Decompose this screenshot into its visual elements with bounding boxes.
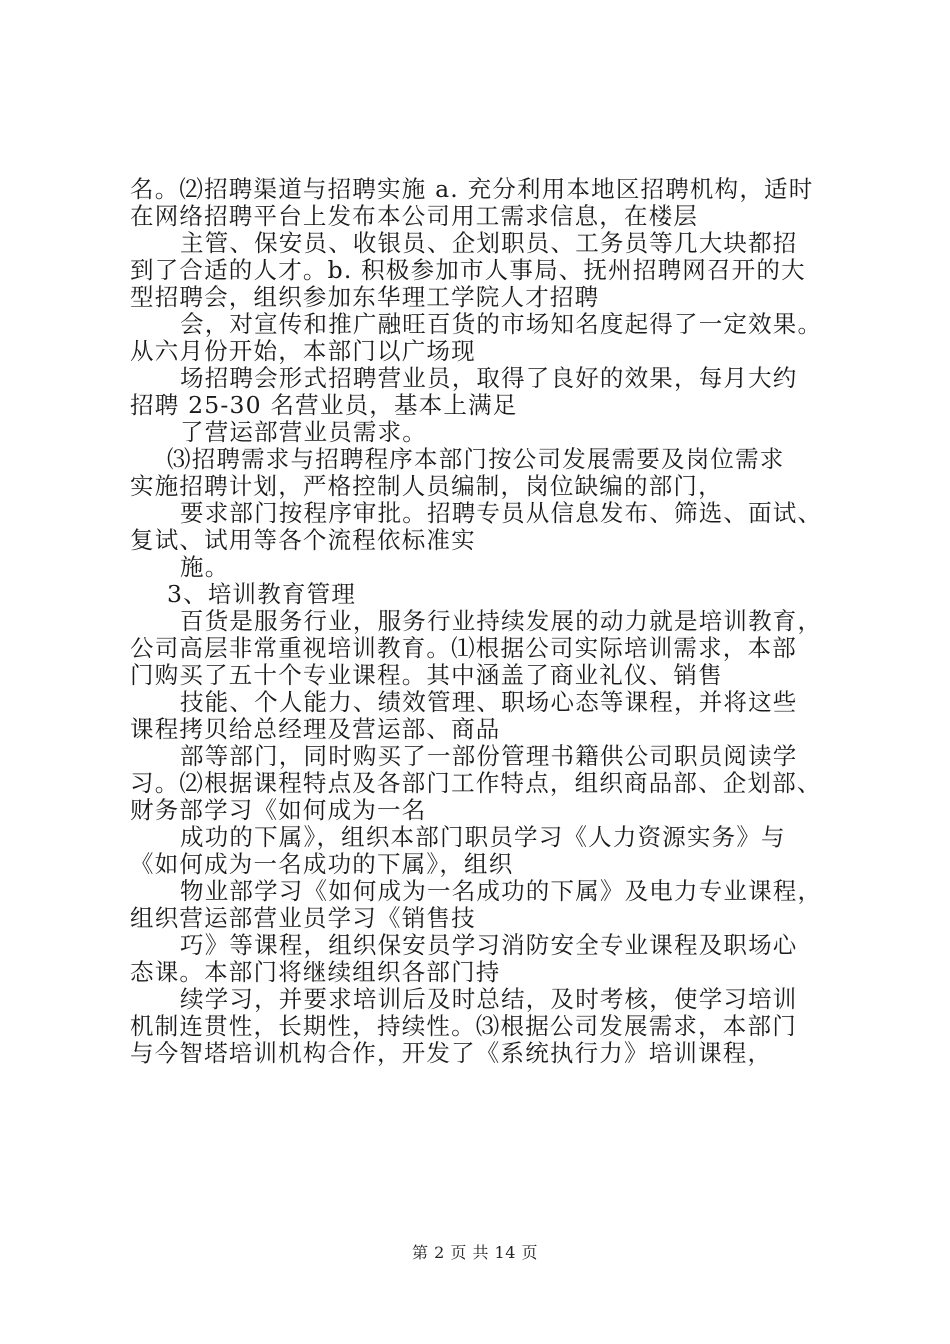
text-line: 施。 <box>180 553 230 581</box>
text-line: 型招聘会，组织参加东华理工学院人才招聘 <box>130 283 600 311</box>
text-line: 组织营运部营业员学习《销售技 <box>130 904 476 932</box>
text-line: 部等部门，同时购买了一部份管理书籍供公司职员阅读学 <box>180 742 798 770</box>
text-line: 态课。本部门将继续组织各部门持 <box>130 958 501 986</box>
text-line: 门购买了五十个专业课程。其中涵盖了商业礼仪、销售 <box>130 661 723 689</box>
text-line: 习。⑵根据课程特点及各部门工作特点，组织商品部、企划部、 <box>130 769 822 797</box>
text-line: 会，对宣传和推广融旺百货的市场知名度起得了一定效果。 <box>180 310 823 338</box>
text-line: 百货是服务行业，服务行业持续发展的动力就是培训教育， <box>180 607 823 635</box>
text-line: 公司高层非常重视培训教育。⑴根据公司实际培训需求，本部 <box>130 634 797 662</box>
body-text <box>130 176 830 1067</box>
text-line: 财务部学习《如何成为一名 <box>130 796 427 824</box>
text-line: 主管、保安员、收银员、企划职员、工务员等几大块都招 <box>180 229 798 257</box>
text-line: 续学习，并要求培训后及时总结，及时考核，使学习培训 <box>180 985 798 1013</box>
text-line: 从六月份开始，本部门以广场现 <box>130 337 476 365</box>
page-number-footer: 第 2 页 共 14 页 <box>412 1243 538 1262</box>
text-line: 复试、试用等各个流程依标准实 <box>130 526 476 554</box>
text-line: 名。⑵招聘渠道与招聘实施 a. 充分利用本地区招聘机构，适时 <box>130 175 814 203</box>
text-line: 技能、个人能力、绩效管理、职场心态等课程，并将这些 <box>180 688 798 716</box>
text-line: 要求部门按程序审批。招聘专员从信息发布、筛选、面试、 <box>180 499 823 527</box>
text-line: 到了合适的人才。b. 积极参加市人事局、抚州招聘网召开的大 <box>130 256 806 284</box>
text-line: 在网络招聘平台上发布本公司用工需求信息，在楼层 <box>130 202 699 230</box>
text-line: 物业部学习《如何成为一名成功的下属》及电力专业课程， <box>180 877 823 905</box>
text-line: 巧》等课程，组织保安员学习消防安全专业课程及职场心 <box>180 931 798 959</box>
text-line: 《如何成为一名成功的下属》，组织 <box>130 850 514 878</box>
text-line: ⑶招聘需求与招聘程序本部门按公司发展需要及岗位需求 <box>167 445 785 473</box>
text-line: 课程拷贝给总经理及营运部、商品 <box>130 715 501 743</box>
text-line: 实施招聘计划，严格控制人员编制，岗位缺编的部门， <box>130 472 723 500</box>
text-line: 场招聘会形式招聘营业员，取得了良好的效果，每月大约 <box>180 364 798 392</box>
text-line: 机制连贯性，长期性，持续性。⑶根据公司发展需求，本部门 <box>130 1012 797 1040</box>
text-line: 与今智塔培训机构合作，开发了《系统执行力》培训课程， <box>130 1039 773 1067</box>
section-heading: 3、培训教育管理 <box>167 580 357 608</box>
text-line: 成功的下属》，组织本部门职员学习《人力资源实务》与 <box>180 823 786 851</box>
text-line: 招聘 25-30 名营业员，基本上满足 <box>130 391 518 419</box>
text-line: 了营运部营业员需求。 <box>180 418 427 446</box>
